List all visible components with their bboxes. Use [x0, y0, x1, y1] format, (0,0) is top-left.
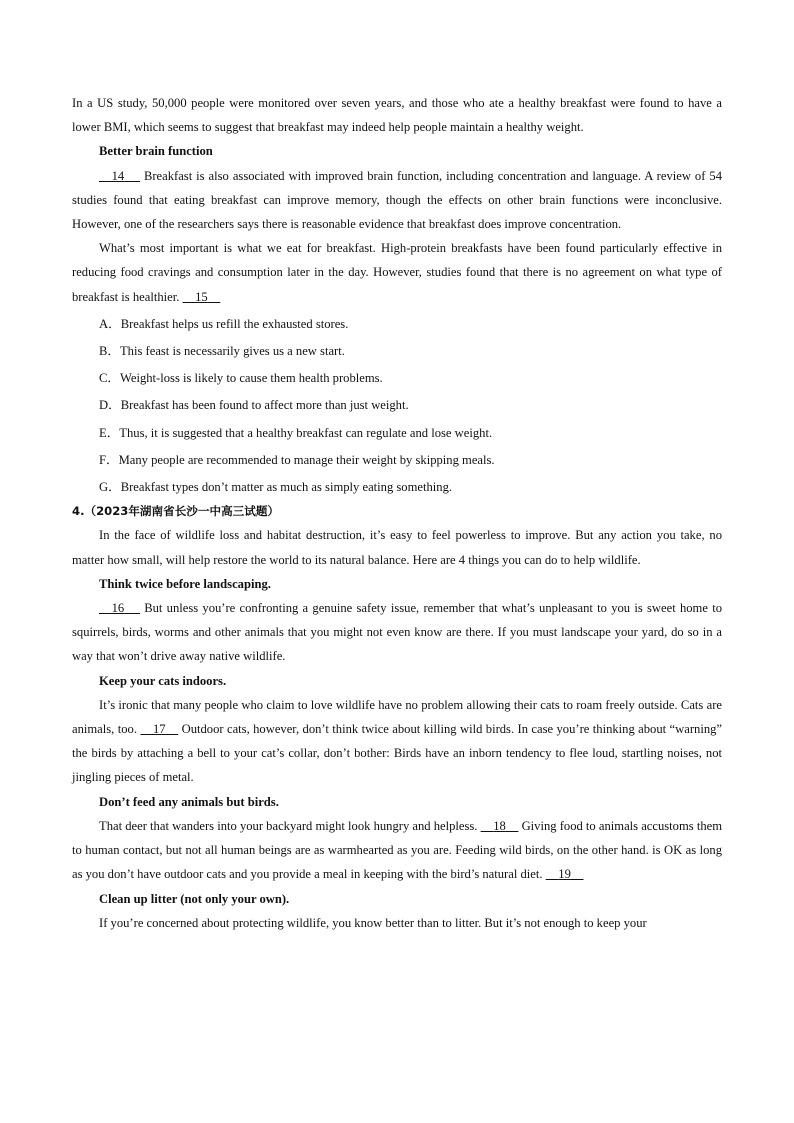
option-c: C．Weight-loss is likely to cause them health problems. [99, 371, 383, 386]
paragraph-cats-text-a: It’s ironic that many people who claim to love wildlife have no problem allowing their cats to roam freely outside. Cats are animals, too. [72, 697, 722, 737]
heading-better-brain-function: Better brain function [99, 144, 213, 159]
heading-keep-cats-indoors: Keep your cats indoors. [99, 673, 227, 688]
paragraph-landscaping [72, 596, 722, 669]
heading-dont-feed-animals: Don’t feed any animals but birds. [99, 794, 279, 809]
option-g: G．Breakfast types don’t matter as much as simply eating something. [99, 480, 453, 495]
option-b: B．This feast is necessarily gives us a new start. [99, 344, 345, 359]
answer-blank-17[interactable]: 17 [153, 722, 166, 737]
heading-clean-up-litter: Clean up litter (not only your own). [99, 891, 290, 906]
paragraph-litter: If you’re concerned about protecting wildlife, you know better than to litter. But it’s not enough to keep your [99, 915, 647, 930]
document-body [72, 91, 722, 935]
paragraph-cats-text-b: Outdoor cats, however, don’t think twice about killing wild birds. In case you’re thinking about “warning” the birds by attaching a bell to your cat’s collar, don’t bother: Birds have an inborn tendency to flee loud, startling noises, not jingling pieces of metal. [72, 722, 723, 785]
option-a: A．Breakfast helps us refill the exhausted stores. [99, 316, 349, 331]
paragraph-landscaping-text: But unless you’re confronting a genuine safety issue, remember that what’s unpleasant to you is sweet home to squirrels, birds, worms and other animals that you might not even know are there. If you must landscape your yard, do so in a way that won’t drive away native wildlife. [72, 601, 722, 664]
paragraph-cats [72, 693, 722, 790]
paragraph-breakfast-type-text: What’s most important is what we eat for breakfast. High-protein breakfasts have been found particularly effective in reducing food cravings and consumption later in the day. However, studies found that there is no agreement on what type of breakfast is healthier. [72, 241, 722, 304]
answer-blank-18[interactable]: 18 [493, 818, 506, 833]
option-f: F．Many people are recommended to manage their weight by skipping meals. [99, 452, 495, 467]
paragraph-feeding-text-a: That deer that wanders into your backyard might look hungry and helpless. [99, 818, 478, 833]
answer-blank-15[interactable]: 15 [195, 289, 208, 304]
option-e: E．Thus, it is suggested that a healthy breakfast can regulate and lose weight. [99, 425, 493, 440]
options-list [72, 312, 722, 499]
question-4-title: 4.（2023年湖南省长沙一中高三试题） [72, 504, 280, 519]
paragraph-breakfast-type [72, 236, 722, 309]
paragraph-wildlife-intro: In the face of wildlife loss and habitat destruction, it’s easy to feel powerless to improve. But any action you take, no matter how small, will help restore the world to its natural balance. Here are 4 things you can do to help wildlife. [72, 528, 722, 567]
paragraph-brain-text: Breakfast is also associated with improved brain function, including concentration and language. A review of 54 studies found that eating breakfast can improve memory, though the effects on other brain functions were inconclusive. However, one of the researchers says there is reasonable evidence that breakfast does improve concentration. [72, 168, 723, 232]
paragraph-us-study: In a US study, 50,000 people were monitored over seven years, and those who ate a healthy breakfast were found to have a lower BMI, which seems to suggest that breakfast may indeed help people maintain a healthy weight. [72, 96, 722, 135]
answer-blank-16[interactable]: 16 [111, 601, 125, 616]
answer-blank-19[interactable]: 19 [558, 867, 571, 882]
answer-blank-14[interactable]: 14 [111, 168, 125, 183]
option-d: D．Breakfast has been found to affect more than just weight. [99, 398, 409, 413]
heading-think-twice: Think twice before landscaping. [99, 576, 271, 591]
paragraph-feeding-text-b: Giving food to animals accustoms them to human contact, but not all human beings are as warmhearted as you are. Feeding wild birds, on the other hand. is OK as long as you don’t have outdoor cats and you provide a meal in keeping with the bird’s natural diet. [72, 818, 722, 882]
paragraph-feeding [72, 814, 722, 887]
paragraph-brain-function [72, 164, 722, 237]
